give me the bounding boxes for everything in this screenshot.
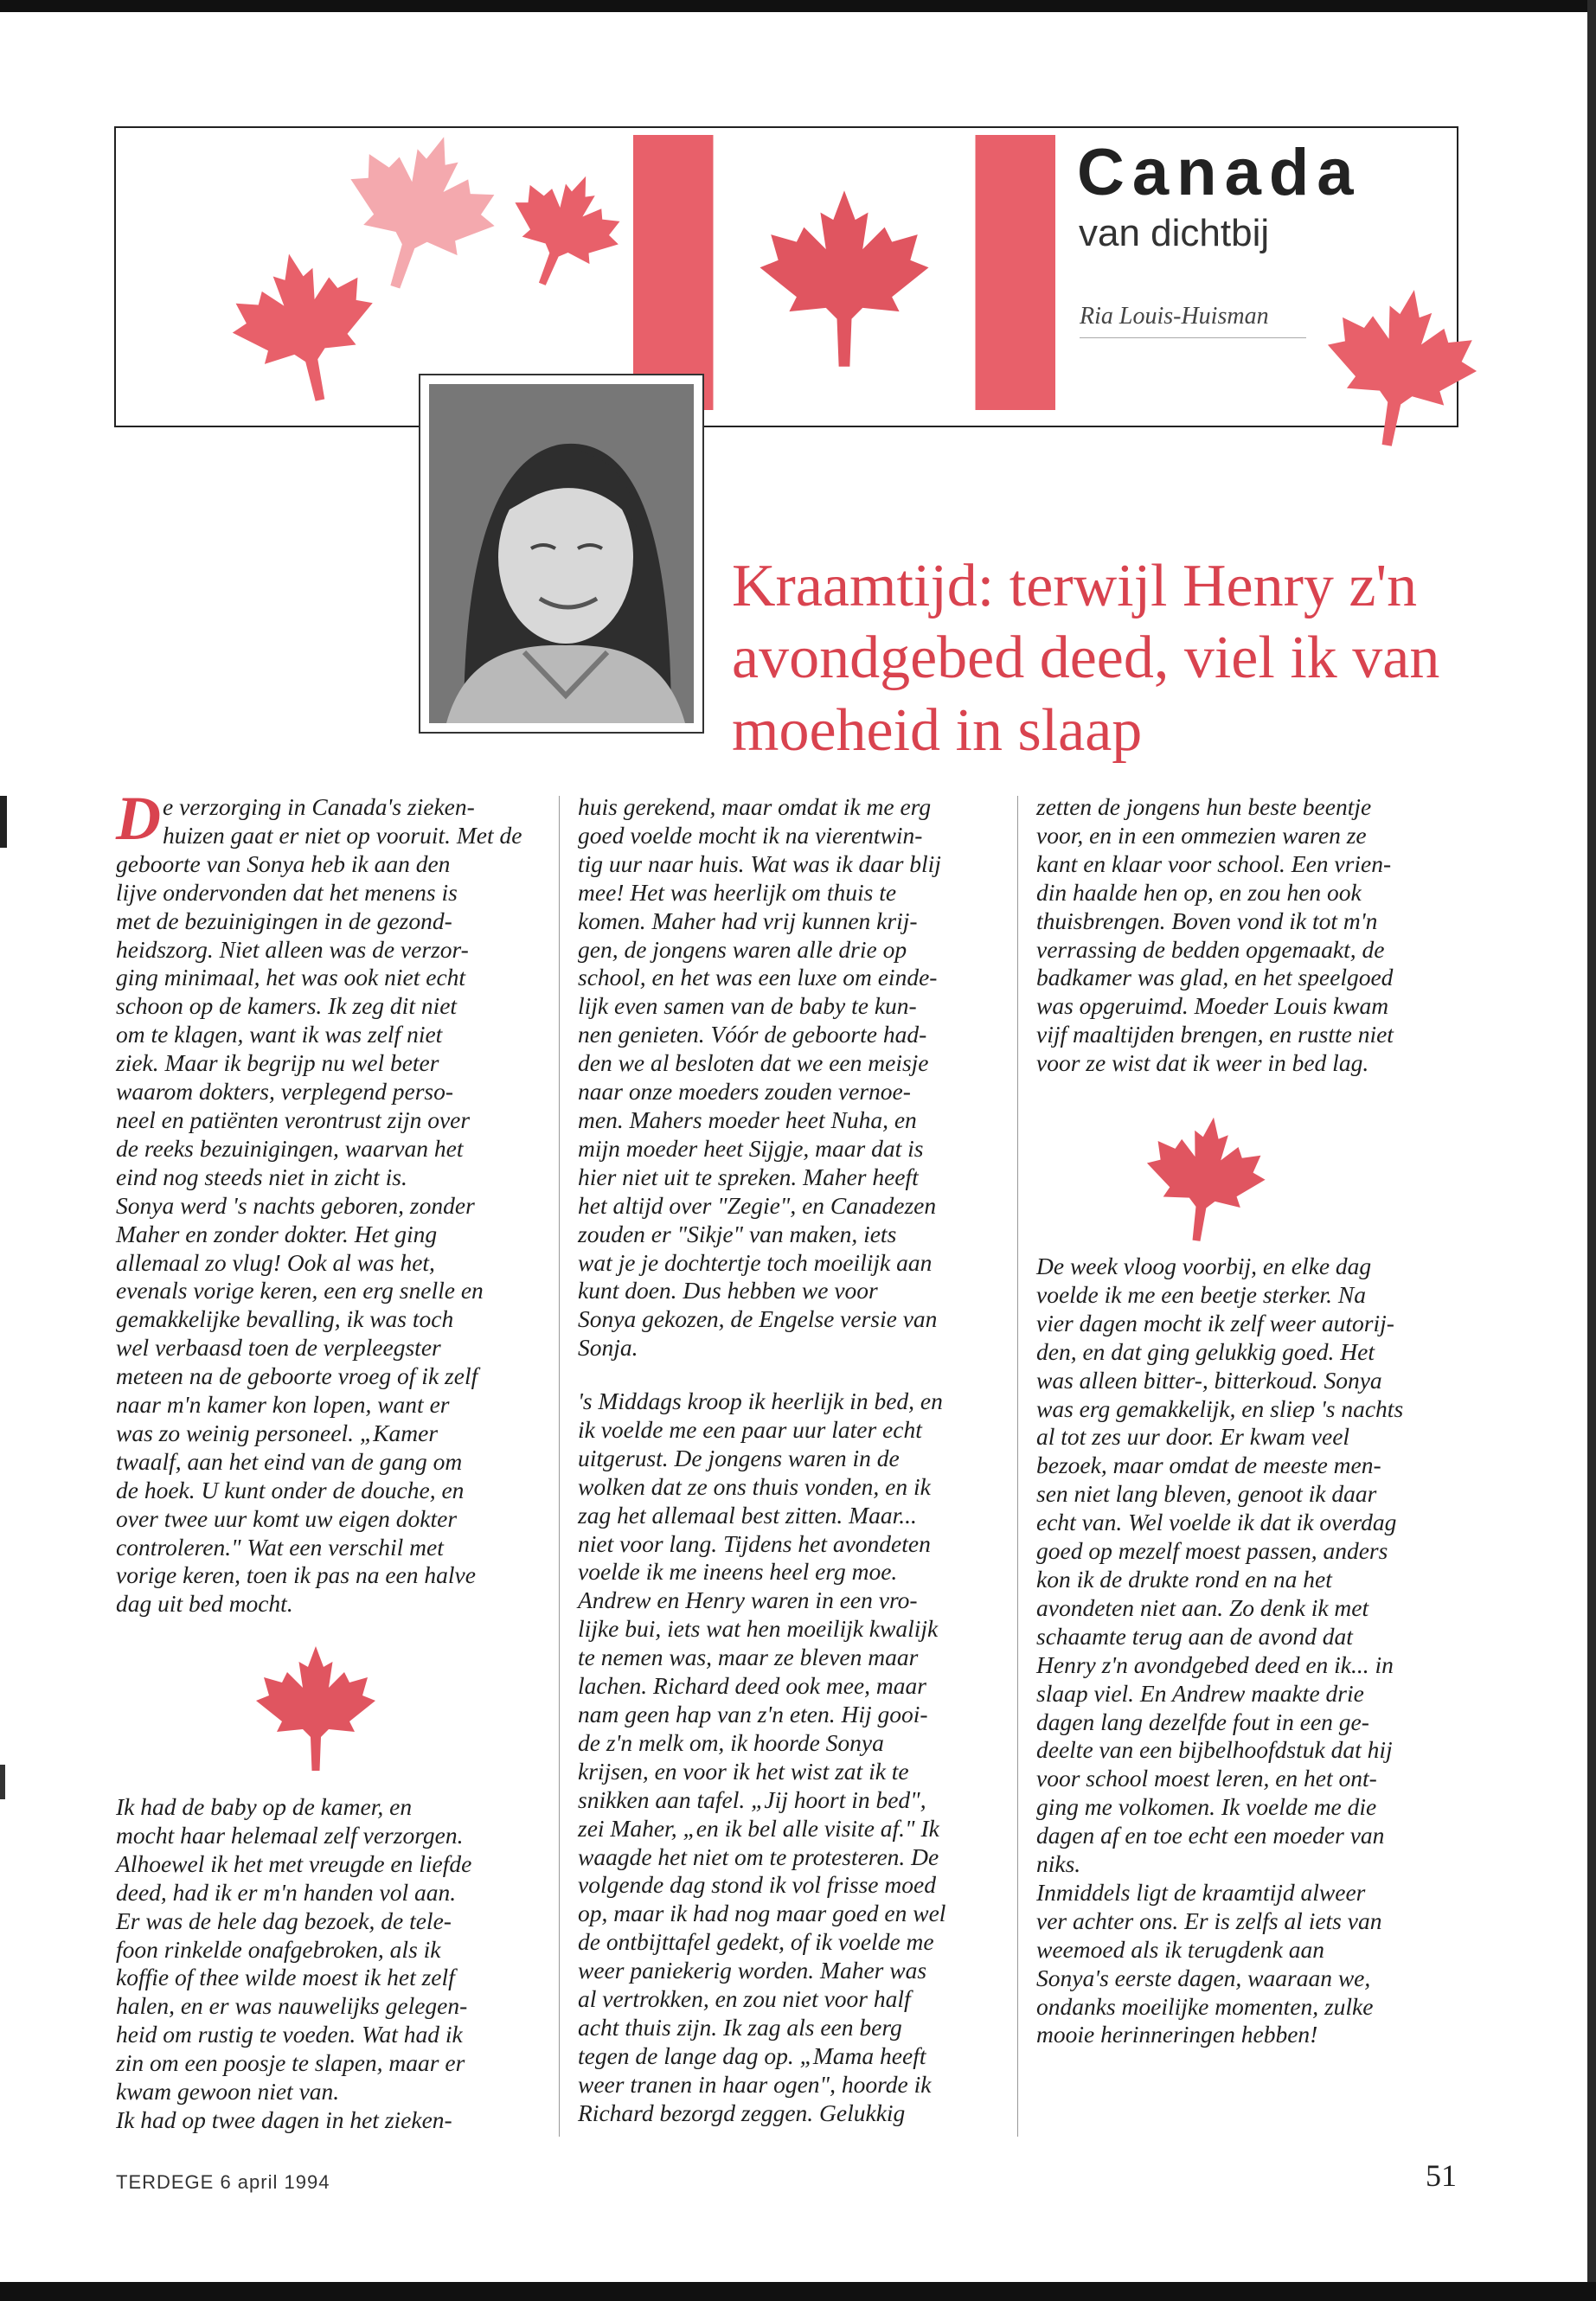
- paragraph-line: zei Maher, „en ik bel alle visite af." Ik: [578, 1814, 939, 1842]
- maple-leaf-icon: [251, 1644, 381, 1773]
- paragraph-line: Ik had op twee dagen in het zieken-: [116, 2106, 452, 2133]
- paragraph-line: din haalde hen op, en zou hen ook: [1036, 878, 1362, 906]
- paragraph-line: weemoed als ik terugdenk aan: [1036, 1935, 1324, 1963]
- paragraph-line: Inmiddels ligt de kraamtijd alweer: [1036, 1878, 1366, 1906]
- paragraph-line: gemakkelijke bevalling, ik was toch: [116, 1305, 454, 1333]
- paragraph-line: het altijd over "Zegie", en Canadezen: [578, 1191, 937, 1219]
- paragraph-line: lijk even samen van de baby te kun-: [578, 992, 917, 1020]
- paragraph-line: koffie of thee wilde moest ik het zelf: [116, 1964, 455, 1991]
- paragraph-line: gen, de jongens waren alle drie op: [578, 935, 907, 963]
- paragraph-line: wolken dat ze ons thuis vonden, en ik: [578, 1472, 931, 1500]
- paragraph-line: foon rinkelde onafgebroken, als ik: [116, 1935, 441, 1963]
- paragraph-line: zin om een poosje te slapen, maar er: [116, 2049, 465, 2077]
- article-column-1: [116, 784, 540, 1618]
- paragraph-line: dagen af en toe echt een moeder van: [1036, 1822, 1385, 1849]
- paragraph-line: de ontbijttafel gedekt, of ik voelde me: [578, 1928, 934, 1956]
- paragraph-line: volgende dag stond ik vol frisse moed: [578, 1871, 936, 1899]
- paragraph-line: goed voelde mocht ik na vierentwin-: [578, 821, 923, 849]
- paragraph-line: de reeks bezuinigingen, waarvan het: [116, 1134, 464, 1162]
- paragraph-line: avondeten niet aan. Zo denk ik met: [1036, 1593, 1369, 1621]
- paragraph-line: op, maar ik had nog maar goed en wel: [578, 1900, 946, 1927]
- paragraph-line: voor, en in een ommezien waren ze: [1036, 821, 1367, 849]
- paragraph-line: was erg gemakkelijk, en sliep 's nachts: [1036, 1394, 1404, 1422]
- paragraph-line: mooie herinneringen hebben!: [1036, 2021, 1318, 2048]
- paragraph-line: evenals vorige keren, een erg snelle en: [116, 1277, 484, 1304]
- paragraph-line: Sonja.: [578, 1334, 638, 1362]
- paragraph-line: niet voor lang. Tijdens het avondeten: [578, 1529, 931, 1557]
- paragraph-line: huis gerekend, maar omdat ik me erg: [578, 793, 932, 820]
- paragraph-line: wat je je dochtertje toch moeilijk aan: [578, 1248, 933, 1276]
- paragraph-line: voelde ik me een beetje sterker. Na: [1036, 1280, 1367, 1308]
- paragraph-line: naar onze moeders zouden vernoe-: [578, 1078, 911, 1106]
- scan-mark: [0, 1765, 5, 1799]
- paragraph-line: allemaal zo vlug! Ook al was het,: [116, 1248, 435, 1276]
- paragraph-line: voor school moest leren, en het ont-: [1036, 1765, 1377, 1792]
- column-divider: [559, 796, 560, 2137]
- article-column-1-continued: [116, 1793, 540, 2135]
- publication-footer: TERDEGE 6 april 1994: [116, 2171, 330, 2193]
- paragraph-line: mijn moeder heet Sijgje, maar dat is: [578, 1134, 924, 1162]
- paragraph-line: schoon op de kamers. Ik zeg dit niet: [116, 992, 458, 1020]
- paragraph-line: sen niet lang bleven, genoot ik daar: [1036, 1480, 1377, 1508]
- maple-leaf-icon: [337, 130, 502, 294]
- column-title: Canada: [1077, 136, 1362, 209]
- paragraph-line: De week vloog voorbij, en elke dag: [1036, 1253, 1372, 1279]
- paragraph-line: ging minimaal, het was ook niet echt: [116, 964, 466, 991]
- paragraph-line: ging me volkomen. Ik voelde me die: [1036, 1793, 1377, 1821]
- paragraph-line: Sonya's eerste dagen, waaraan we,: [1036, 1964, 1371, 1991]
- paragraph-line: vier dagen mocht ik zelf weer autorij-: [1036, 1309, 1394, 1336]
- paragraph-line: Ik had de baby op de kamer, en: [116, 1793, 413, 1820]
- paragraph-line: halen, en er was nauwelijks gelegen-: [116, 1992, 468, 2020]
- paragraph-line: Andrew en Henry waren in een vro-: [578, 1586, 918, 1614]
- paragraph-line: geboorte van Sonya heb ik aan den: [116, 849, 451, 877]
- article-column-2-continued: [578, 1388, 1002, 2128]
- paragraph-line: kunt doen. Dus hebben we voor: [578, 1277, 878, 1304]
- paragraph-line: snikken aan tafel. „Jij hoort in bed",: [578, 1785, 926, 1813]
- page-number: 51: [1426, 2158, 1457, 2193]
- paragraph-line: de z'n melk om, ik hoorde Sonya: [578, 1728, 884, 1756]
- article-column-2: [578, 793, 1002, 1362]
- paragraph-line: was opgeruimd. Moeder Louis kwam: [1036, 992, 1389, 1020]
- paragraph-line: goed op mezelf moest passen, anders: [1036, 1537, 1388, 1565]
- paragraph-line: hier niet uit te spreken. Maher heeft: [578, 1163, 919, 1190]
- scan-border-right: [1587, 0, 1596, 2301]
- paragraph-line: schaamte terug aan de avond dat: [1036, 1622, 1353, 1650]
- paragraph-line: de hoek. U kunt onder de douche, en: [116, 1476, 465, 1503]
- column-title-block: [1077, 136, 1440, 257]
- paragraph-line: over twee uur komt uw eigen dokter: [116, 1504, 458, 1532]
- paragraph-line: nen genieten. Vóór de geboorte had-: [578, 1021, 927, 1048]
- scan-border-bottom: [0, 2282, 1596, 2301]
- paragraph-line: uitgerust. De jongens waren in de: [578, 1444, 900, 1471]
- paragraph-line: men. Mahers moeder heet Nuha, en: [578, 1106, 917, 1133]
- paragraph-line: om te klagen, want ik was zelf niet: [116, 1021, 443, 1048]
- paragraph-line: Sonya werd 's nachts geboren, zonder: [116, 1191, 475, 1219]
- column-divider: [1017, 796, 1018, 2137]
- paragraph-line: acht thuis zijn. Ik zag als een berg: [578, 2013, 902, 2041]
- paragraph-line: vijf maaltijden brengen, en rustte niet: [1036, 1021, 1394, 1048]
- paragraph-line: vorige keren, toen ik pas na een halve: [116, 1561, 476, 1589]
- paragraph-line: nam geen hap van z'n eten. Hij gooi-: [578, 1700, 928, 1727]
- paragraph-line: huizen gaat er niet op vooruit. Met de: [163, 821, 522, 849]
- paragraph-line: Henry z'n avondgebed deed en ik... in: [1036, 1650, 1394, 1678]
- paragraph-line: zag het allemaal best zitten. Maar...: [578, 1501, 917, 1529]
- paragraph-line: dagen lang dezelfde fout in een ge-: [1036, 1708, 1369, 1735]
- paragraph-line: ondanks moeilijke momenten, zulke: [1036, 1992, 1374, 2020]
- maple-leaf-icon: [503, 170, 625, 291]
- paragraph-line: lijve ondervonden dat het menens is: [116, 878, 458, 906]
- paragraph-line: waagde het niet om te protesteren. De: [578, 1843, 939, 1870]
- paragraph-line: kant en klaar voor school. Een vrien-: [1036, 849, 1392, 877]
- paragraph-line: wel verbaasd toen de verpleegster: [116, 1334, 441, 1362]
- paragraph-line: was zo weinig personeel. „Kamer: [116, 1419, 439, 1446]
- paragraph-line: niks.: [1036, 1850, 1081, 1878]
- author-byline: Ria Louis-Huisman: [1080, 303, 1306, 338]
- paragraph-line: weer tranen in haar ogen", hoorde ik: [578, 2070, 932, 2098]
- paragraph-line: dag uit bed mocht.: [116, 1590, 293, 1618]
- paragraph-line: komen. Maher had vrij kunnen krij-: [578, 907, 918, 934]
- canada-flag: [633, 135, 1055, 410]
- paragraph-line: al vertrokken, en zou niet voor half: [578, 1985, 911, 2013]
- paragraph-line: zouden er "Sikje" van maken, iets: [578, 1220, 897, 1247]
- paragraph-line: Maher en zonder dokter. Het ging: [116, 1220, 438, 1247]
- paragraph-line: deelte van een bijbelhoofdstuk dat hij: [1036, 1736, 1393, 1764]
- paragraph-line: badkamer was glad, en het speelgoed: [1036, 964, 1394, 991]
- paragraph-line: neel en patiënten verontrust zijn over: [116, 1106, 471, 1133]
- paragraph-line: mocht haar helemaal zelf verzorgen.: [116, 1821, 464, 1849]
- drop-cap: D: [116, 784, 161, 853]
- paragraph-line: waarom dokters, verplegend perso-: [116, 1078, 454, 1106]
- maple-leaf-icon: [1140, 1114, 1270, 1244]
- author-photo: [419, 374, 704, 734]
- paragraph-line: den, en dat ging gelukkig goed. Het: [1036, 1337, 1375, 1365]
- paragraph-line: Alhoewel ik het met vreugde en liefde: [116, 1849, 472, 1877]
- paragraph-line: Sonya gekozen, de Engelse versie van: [578, 1305, 938, 1333]
- paragraph-line: al tot zes uur door. Er kwam veel: [1036, 1423, 1350, 1451]
- paragraph-line: twaalf, aan het eind van de gang om: [116, 1447, 463, 1475]
- paragraph-line: voor ze wist dat ik weer in bed lag.: [1036, 1049, 1369, 1077]
- paragraph-line: eind nog steeds niet in zicht is.: [116, 1163, 407, 1190]
- paragraph-line: mee! Het was heerlijk om thuis te: [578, 878, 897, 906]
- paragraph-line: heid om rustig te voeden. Wat had ik: [116, 2021, 463, 2048]
- paragraph-line: ziek. Maar ik begrijp nu wel beter: [116, 1049, 439, 1077]
- paragraph-line: naar m'n kamer kon lopen, want er: [116, 1391, 450, 1419]
- portrait-image: [429, 384, 694, 723]
- maple-leaf-icon: [1318, 285, 1483, 450]
- paragraph-line: te nemen was, maar ze bleven maar: [578, 1644, 919, 1671]
- maple-leaf-icon: [753, 187, 936, 370]
- paragraph-line: 's Middags kroop ik heerlijk in bed, en: [578, 1388, 943, 1414]
- paragraph-line: krijsen, en voor ik het wist zat ik te: [578, 1757, 909, 1785]
- paragraph-line: tegen de lange dag op. „Mama heeft: [578, 2041, 926, 2069]
- paragraph-line: tig uur naar huis. Wat was ik daar blij: [578, 849, 941, 877]
- paragraph-line: zetten de jongens hun beste beentje: [1036, 793, 1372, 820]
- paragraph-line: kon ik de drukte rond en na het: [1036, 1565, 1332, 1593]
- paragraph-line: was alleen bitter-, bitterkoud. Sonya: [1036, 1366, 1382, 1394]
- paragraph-line: ver achter ons. Er is zelfs al iets van: [1036, 1907, 1382, 1934]
- paragraph-line: ik voelde me een paar uur later echt: [578, 1415, 922, 1443]
- paragraph-line: Richard bezorgd zeggen. Gelukkig: [578, 2099, 906, 2126]
- paragraph-line: lijke bui, iets wat hen moeilijk kwalijk: [578, 1615, 939, 1643]
- paragraph-line: lachen. Richard deed ook mee, maar: [578, 1672, 926, 1700]
- paragraph-line: controleren." Wat een verschil met: [116, 1533, 444, 1561]
- scan-border-top: [0, 0, 1596, 12]
- paragraph-line: meteen na de geboorte vroeg of ik zelf: [116, 1362, 478, 1390]
- article-column-3-continued: [1036, 1253, 1460, 2049]
- column-subtitle: van dichtbij: [1079, 212, 1270, 254]
- paragraph-line: heidszorg. Niet alleen was de verzor-: [116, 935, 469, 963]
- paragraph-line: met de bezuinigingen in de gezond-: [116, 907, 452, 934]
- paragraph-line: kwam gewoon niet van.: [116, 2078, 340, 2106]
- paragraph-line: deed, had ik er m'n handen vol aan.: [116, 1878, 457, 1906]
- paragraph-line: thuisbrengen. Boven vond ik tot m'n: [1036, 907, 1378, 934]
- paragraph-line: den we al besloten dat we een meisje: [578, 1049, 929, 1077]
- paragraph-line: bezoek, maar omdat de meeste men-: [1036, 1452, 1381, 1479]
- paragraph-line: slaap viel. En Andrew maakte drie: [1036, 1679, 1364, 1707]
- scan-mark: [0, 796, 7, 848]
- article-headline: Kraamtijd: terwijl Henry z'n avondgebed deed, viel ik van moeheid in slaap: [732, 553, 1440, 764]
- paragraph-line: echt van. Wel voelde ik dat ik overdag: [1036, 1509, 1397, 1536]
- article-column-3: [1036, 793, 1460, 1078]
- paragraph-line: verrassing de bedden opgemaakt, de: [1036, 935, 1385, 963]
- paragraph-line: e verzorging in Canada's zieken-: [163, 793, 475, 820]
- paragraph-line: weer paniekerig worden. Maher was: [578, 1957, 927, 1984]
- paragraph-line: school, en het was een luxe om einde-: [578, 964, 938, 991]
- paragraph-line: Er was de hele dag bezoek, de tele-: [116, 1907, 452, 1934]
- paragraph-line: voelde ik me ineens heel erg moe.: [578, 1558, 898, 1586]
